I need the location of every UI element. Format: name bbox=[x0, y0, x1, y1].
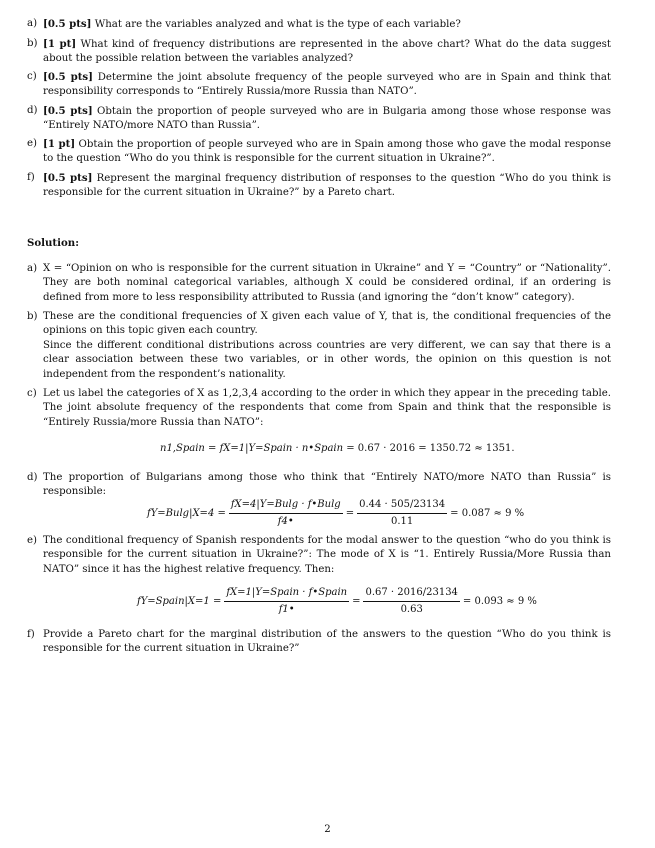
formula-c bbox=[160, 442, 515, 456]
fraction-denominator: f1• bbox=[278, 604, 295, 616]
question-points: [1 pt] bbox=[43, 138, 76, 150]
fraction-numerator: fX=1|Y=Spain · f•Spain bbox=[224, 586, 349, 602]
solution-heading: Solution: bbox=[27, 237, 79, 249]
answer-text: Let us label the categories of X as 1,2,3,4 according to the order in which they appear in the preceding table. The joint absolute frequency of the respondents that come from Spain and think that the responsible is “Entirely Russia/more Russia than NATO”: bbox=[43, 388, 611, 428]
question-label: a) bbox=[27, 18, 38, 29]
question-label: c) bbox=[27, 71, 37, 82]
answer-b bbox=[27, 310, 611, 382]
fraction-numerator: fX=4|Y=Bulg · f•Bulg bbox=[229, 498, 343, 514]
question-label: e) bbox=[27, 138, 38, 149]
answer-label: e) bbox=[27, 535, 38, 546]
question-points: [1 pt] bbox=[43, 38, 77, 50]
question-points: [0.5 pts] bbox=[43, 71, 93, 83]
question-text: What kind of frequency distributions are represented in the above chart? What do the data suggest about the possible relation between the variables analyzed? bbox=[43, 39, 611, 65]
fraction-values bbox=[363, 586, 459, 618]
fraction-denominator: f4• bbox=[277, 516, 294, 528]
question-e bbox=[27, 137, 611, 167]
formula-lhs: n1,Spain = fX=1|Y=Spain · n•Spain bbox=[160, 443, 344, 454]
answer-c bbox=[27, 387, 611, 430]
question-d bbox=[27, 104, 611, 134]
answer-text: The conditional frequency of Spanish respondents for the modal answer to the question “who do you think is responsible for the current situation in Ukraine?”: The mode of X is “1. Entirely Russia/More Russia than NATO” since it has the highest relative frequency. Then: bbox=[43, 535, 611, 575]
formula-e: fY=Spain|X=1 = $\frac{\text{fX=1|Y=Spain · f•Spain}}{f1•}$ = $\frac{0.67 \cdot 2016/23134}{0.63}$ = 0.093 ≈ 9 % bbox=[137, 586, 537, 618]
question-text: Determine the joint absolute frequency of the people surveyed who are in Spain and think that responsibility corresponds to “Entirely Russia/more Russia than NATO”. bbox=[43, 72, 611, 98]
answer-d bbox=[27, 471, 611, 500]
question-points: [0.5 pts] bbox=[43, 18, 92, 30]
question-c bbox=[27, 70, 611, 100]
fraction-denominator: 0.63 bbox=[400, 604, 423, 616]
question-label: d) bbox=[27, 105, 38, 116]
formula-result: = 0.087 ≈ 9 % bbox=[450, 507, 525, 519]
answer-label: a) bbox=[27, 263, 38, 274]
question-label: f) bbox=[27, 172, 35, 183]
question-text: Obtain the proportion of people surveyed who are in Bulgaria among those whose response was “Entirely NATO/more NATO than Russia”. bbox=[43, 106, 611, 132]
fraction bbox=[224, 586, 349, 618]
formula-result: = 0.67 · 2016 = 1350.72 ≈ 1351. bbox=[346, 443, 515, 454]
question-text: Obtain the proportion of people surveyed who are in Spain among those who gave the modal response to the question “Who do you think is responsible for the current situation in Ukraine?”. bbox=[43, 139, 611, 165]
formula-lhs: fY=Bulg|X=4 = bbox=[147, 507, 226, 519]
question-f bbox=[27, 171, 611, 201]
question-label: b) bbox=[27, 38, 38, 49]
formula-d: fY=Bulg|X=4 = $\frac{fX=4|Y=Bulg \cdot f•Bulg}{f4•}$ = $\frac{0.44 \cdot 505/23134}{0.11}$ = 0.087 ≈ 9 % bbox=[147, 498, 524, 530]
answer-text: The proportion of Bulgarians among those who think that “Entirely NATO/more NATO than Russia” is responsible: bbox=[43, 472, 611, 498]
fraction bbox=[229, 498, 343, 530]
fraction-numerator: 0.67 · 2016/23134 bbox=[363, 586, 459, 602]
question-points: [0.5 pts] bbox=[43, 172, 93, 184]
answer-f bbox=[27, 628, 611, 657]
question-text: Represent the marginal frequency distribution of responses to the question “Who do you think is responsible for the current situation in Ukraine?” by a Pareto chart. bbox=[43, 173, 611, 199]
answer-label: f) bbox=[27, 629, 35, 640]
answer-text: X = “Opinion on who is responsible for the current situation in Ukraine” and Y = “Country” or “Nationality”. They are both nominal categorical variables, although X could be considered ordinal, if an ordering is defined from more to less responsibility attributed to Russia (and ignoring the “don’t know” category). bbox=[43, 263, 611, 303]
fraction-values bbox=[357, 498, 447, 530]
formula-lhs: fY=Spain|X=1 = bbox=[137, 595, 222, 607]
answer-label: b) bbox=[27, 311, 38, 322]
answer-text: These are the conditional frequencies of X given each value of Y, that is, the conditional frequencies of the opinions on this topic given each country. bbox=[43, 311, 611, 337]
answer-text: Provide a Pareto chart for the marginal distribution of the answers to the question “Who do you think is responsible for the current situation in Ukraine?” bbox=[43, 629, 611, 655]
question-b bbox=[27, 37, 611, 67]
answer-label: d) bbox=[27, 472, 38, 483]
question-text: What are the variables analyzed and what is the type of each variable? bbox=[91, 19, 461, 30]
answer-a bbox=[27, 262, 611, 305]
question-a bbox=[27, 17, 611, 32]
fraction-denominator: 0.11 bbox=[390, 516, 414, 528]
answer-label: c) bbox=[27, 388, 37, 399]
page-number: 2 bbox=[324, 824, 331, 835]
answer-e bbox=[27, 534, 611, 577]
fraction-numerator: 0.44 · 505/23134 bbox=[357, 498, 447, 514]
formula-result: = 0.093 ≈ 9 % bbox=[462, 595, 537, 607]
answer-text-continued: Since the different conditional distributions across countries are very different, we can say that there is a clear association between these two variables, or in other words, the opinion on this question is not independent from the respondent’s nationality. bbox=[43, 339, 611, 380]
question-points: [0.5 pts] bbox=[43, 105, 93, 117]
